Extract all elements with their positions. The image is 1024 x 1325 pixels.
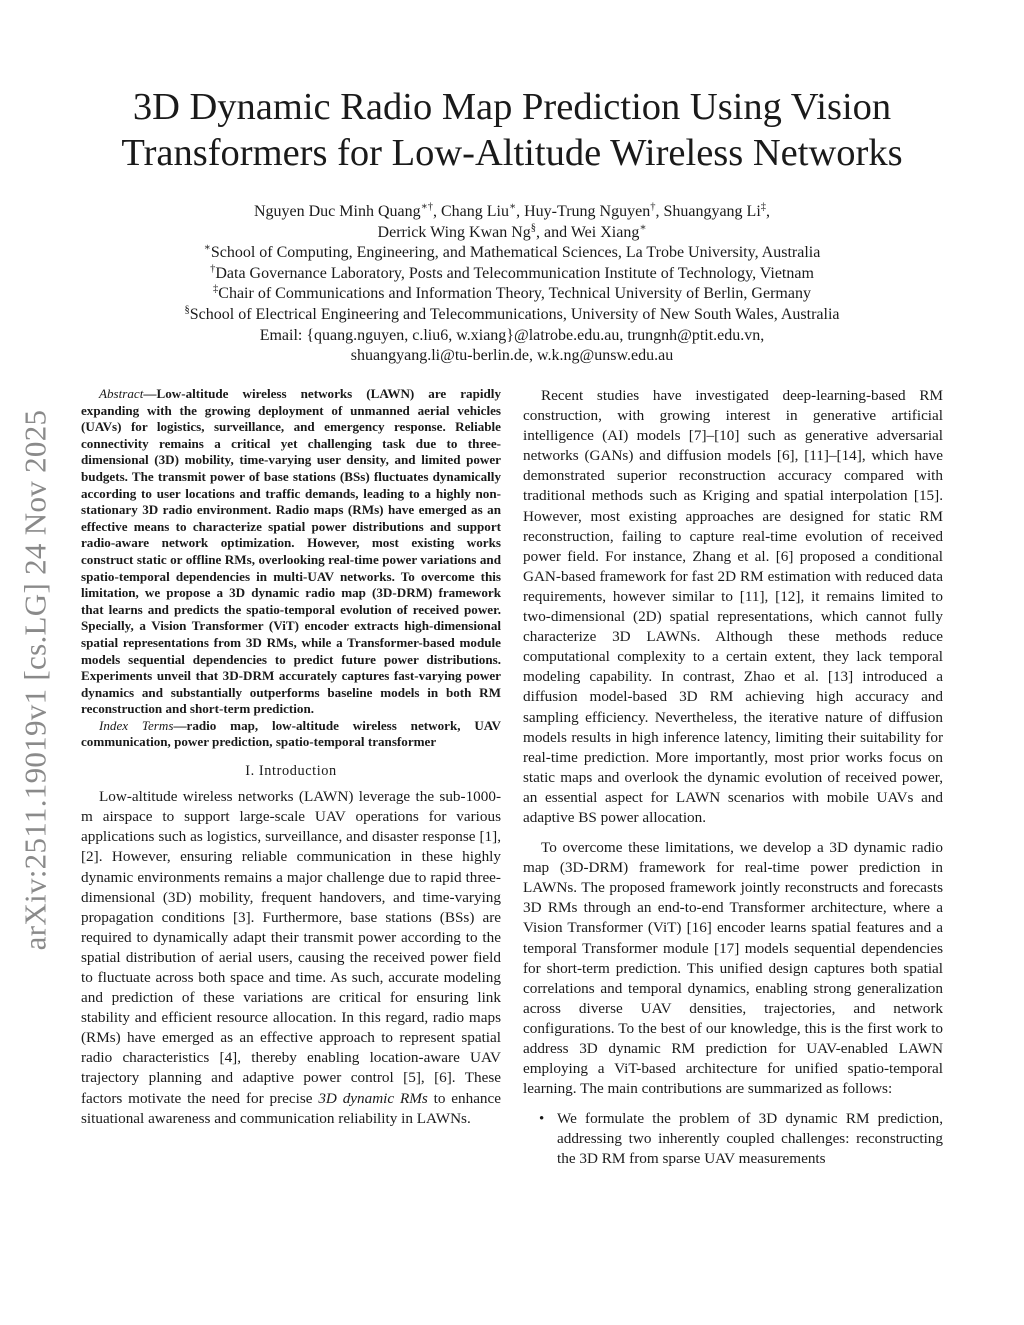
affiliation-text: Chair of Communications and Information Theory, Technical University of Berlin, Germany (218, 285, 811, 303)
author-mark: ‡ (760, 201, 767, 213)
author-name: , Chang Liu (432, 203, 509, 220)
section-heading-introduction: I. Introduction (245, 763, 337, 780)
author-mark: ∗† (420, 201, 433, 213)
contribution-text: We formulate the problem of 3D dynamic RM prediction, addressing two inherently coupled challenges: reconstructing the 3D RM from sparse UAV measurements (557, 1110, 943, 1168)
paper-title (60, 84, 964, 176)
intro-paragraph (81, 787, 501, 1129)
bullet-icon: • (539, 1111, 545, 1128)
abstract-text: —Low-altitude wireless networks (LAWN) are rapidly expanding with the growing deployment of unmanned aerial vehicles (UAVs) for logistics, surveillance, and emergency response. Reliable connectivity remains a critical yet challenging task due to three-dimensional (3D) mobility, time-varying user density, and limited power budgets. The transmit power of base stations (BSs) fluctuates dynamically according to user locations and traffic demands, leading to a highly non-stationary 3D radio environment. Radio maps (RMs) have emerged as an effective means to characterize spatial power distributions and support radio-aware network optimization. However, most existing works construct static or offline RMs, overlooking real-time power variations and spatio-temporal dependencies in multi-UAV networks. To overcome this limitation, we propose a 3D dynamic radio map (3D-DRM) framework that learns and predicts the spatio-temporal evolution of received power. Specially, a Vision Transformer (ViT) encoder extracts high-dimensional spatial representations from 3D RMs, while a Transformer-based module models sequential dependencies to predict future power distributions. Experiments unveil that 3D-DRM accurately captures fast-varying power dynamics and substantially outperforms baseline models in both RM reconstruction and short-term prediction. (81, 386, 501, 717)
author-mark: ∗ (508, 201, 517, 213)
affiliation-1 (120, 243, 904, 264)
contributions-list (523, 1109, 943, 1169)
arxiv-identifier-text: arXiv:2511.19019v1 [cs.LG] 24 Nov 2025 (17, 409, 52, 951)
email-line-1: Email: {quang.nguyen, c.liu6, w.xiang}@latrobe.edu.au, trungnh@ptit.edu.vn, (259, 326, 765, 344)
related-work-paragraph: Recent studies have investigated deep-learning-based RM construction, with growing interest in generative artificial intelligence (AI) models [7]–[10] such as generative adversarial networks (GANs) and diffusion models [6], [11]–[14], which have demonstrated superior reconstruction accuracy compared with traditional methods such as Kriging and spatial interpolation [15]. However, most existing approaches are designed for static RM reconstruction, failing to capture real-time evolution of received power field. For instance, Zhang et al. [6] proposed a conditional GAN-based framework for fast 2D RM estimation with reduced data requirements, however similar to [11], [12], it remains limited to two-dimensional (2D) spatial representations, which cannot fully characterize 3D LAWNs. Although these methods reduce computational complexity to a certain extent, they lack temporal modeling capability. In contrast, Zhao et al. [13] introduced a diffusion model-based 3D RM achieving high accuracy and sampling efficiency. Nevertheless, the iterative nature of diffusion models results in high inference latency, limiting their suitability for real-time prediction. More importantly, most prior works focus on static maps and overlook the dynamic evolution of received power, an essential aspect for LAWN scenarios with mobile UAVs and adaptive BS power allocation. (523, 387, 943, 826)
author-names-line-1 (120, 202, 904, 223)
index-terms-text: —radio map, low-altitude wireless network, UAV communication, power prediction, spatio-temporal transformer (81, 717, 501, 750)
author-mark: † (650, 201, 656, 213)
intro-text: Low-altitude wireless networks (LAWN) leverage the sub-1000-m airspace to support large-scale UAV operations for various applications such as logistics, surveillance, and disaster response [1], [2]. However, ensuring reliable communication in these highly dynamic environments remains a major challenge due to rapid three-dimensional (3D) mobility, frequent handovers, and time-varying propagation conditions [3]. Furthermore, base stations (BSs) are required to dynamically adapt their transmit power according to the spatial distribution of aerial users, causing the received power field to fluctuate across both space and time. As such, accurate modeling and prediction of these variations are critical for ensuring link stability and efficient resource allocation. In this regard, radio maps (RMs) have emerged as an effective approach to represent spatial radio characteristics [4], thereby enabling location-aware UAV trajectory planning and adaptive power control [5], [6]. These factors motivate the need for precise (81, 788, 501, 1107)
left-column (81, 386, 501, 1129)
affiliation-text: Data Governance Laboratory, Posts and Telecommunication Institute of Technology, Vietnam (215, 264, 814, 282)
author-name: , Shuangyang Li (655, 203, 761, 220)
arxiv-identifier (13, 370, 57, 990)
author-mark: ∗ (639, 222, 647, 234)
index-terms (81, 718, 501, 751)
affiliation-2 (120, 264, 904, 285)
index-terms-label: Index Terms (99, 717, 174, 733)
intro-emphasis: 3D dynamic RMs (318, 1089, 428, 1107)
affiliation-mark: ∗ (203, 242, 211, 254)
abstract-label: Abstract (99, 386, 144, 401)
author-name: Derrick Wing Kwan Ng (377, 223, 531, 241)
author-block (120, 202, 904, 367)
author-name: Nguyen Duc Minh Quang (253, 203, 421, 220)
author-names-line-2 (120, 223, 904, 244)
affiliation-mark: † (210, 263, 216, 275)
affiliation-mark: § (184, 304, 190, 316)
abstract (81, 386, 501, 718)
list-item (523, 1109, 943, 1169)
author-separator: , (766, 203, 771, 220)
affiliation-3 (120, 284, 904, 305)
author-name: , and Wei Xiang (536, 223, 640, 241)
author-name: , Huy-Trung Nguyen (516, 203, 651, 220)
intro-text-end: to enhance situational awareness and communication reliability in LAWNs. (81, 1089, 502, 1127)
affiliation-4 (120, 305, 904, 326)
right-column (523, 386, 943, 1170)
email-line-2: shuangyang.li@tu-berlin.de, w.k.ng@unsw.edu.au (350, 347, 674, 365)
title-line-2: Transformers for Low-Altitude Wireless Networks (121, 132, 903, 174)
affiliation-text: School of Computing, Engineering, and Mathematical Sciences, La Trobe University, Australia (210, 244, 821, 262)
affiliation-text: School of Electrical Engineering and Telecommunications, University of New South Wales, Australia (189, 305, 840, 323)
title-line-1: 3D Dynamic Radio Map Prediction Using Vision (132, 86, 892, 128)
framework-paragraph: To overcome these limitations, we develop a 3D dynamic radio map (3D-DRM) framework for real-time power prediction in LAWNs. The proposed framework jointly reconstructs and forecasts 3D RMs through an end-to-end Transformer architecture, where a Vision Transformer (ViT) [16] encoder learns spatial features and a temporal Transformer module [17] models sequential dependencies for short-term prediction. This unified design captures both spatial correlations and temporal dynamics, enabling strong generalization across diverse UAV densities, trajectories, and network configurations. To the best of our knowledge, this is the first work to address 3D dynamic RM prediction for UAV-enabled LAWN employing a ViT-based architecture for unified spatio-temporal learning. The main contributions are summarized as follows: (523, 839, 943, 1098)
author-mark: § (530, 222, 537, 234)
affiliation-mark: ‡ (213, 284, 219, 296)
